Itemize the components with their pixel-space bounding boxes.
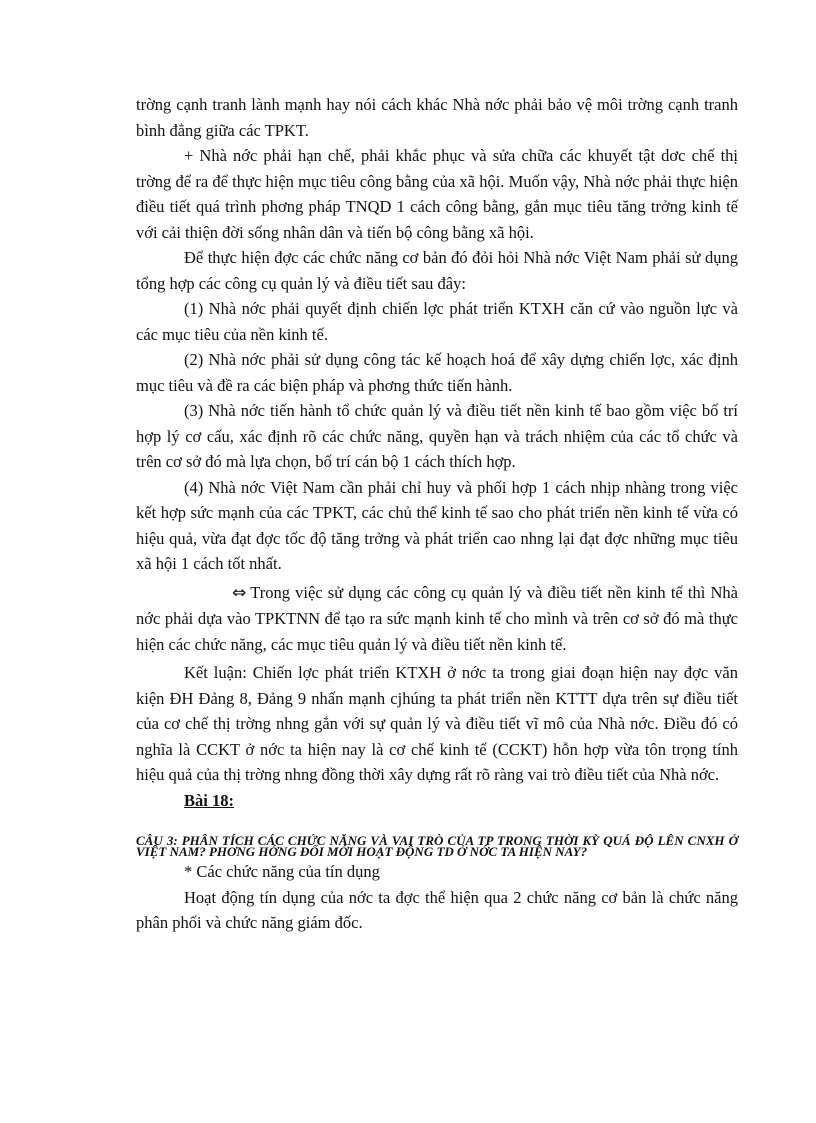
paragraph-credit-activity: Hoạt động tín dụng của nớc ta đợc thể hiện qua 2 chức năng cơ bản là chức năng phân phối và chức năng giám đốc. [136, 887, 738, 932]
paragraph-tools-intro: Để thực hiện đợc các chức năng cơ bản đó đỏi hỏi Nhà nớc Việt Nam phải sử dụng tổng hợp các công cụ quản lý và điều tiết sau đây: [136, 248, 738, 293]
list-item-2: (2) Nhà nớc phải sử dụng công tác kế hoạch hoá để xây dựng chiến lợc, xác định mục tiêu và đề ra các biện pháp và phơng thức tiến hành. [136, 350, 738, 395]
paragraph-state-sector [136, 580, 738, 658]
paragraph-competition: trờng cạnh tranh lành mạnh hay nói cách khác Nhà nớc phải bảo vệ môi trờng cạnh tranh bình đẳng giữa các TPKT. [136, 95, 738, 140]
list-item-1: (1) Nhà nớc phải quyết định chiến lợc phát triển KTXH căn cứ vào nguồn lực và các mục tiêu của nền kinh tế. [136, 299, 738, 344]
document-page [136, 92, 738, 936]
list-item-4: (4) Nhà nớc Việt Nam cần phải chỉ huy và phối hợp 1 cách nhịp nhàng trong việc kết hợp sức mạnh của các TPKT, các chủ thể kinh tế sao cho phát triển nền kinh tế vừa có hiệu quả, vừa đạt đợc tốc độ tăng trởng và phát triển cao nhng lại đạt đợc những mục tiêu xã hội 1 cách tốt nhất. [136, 477, 738, 573]
paragraph-market-defects: + Nhà nớc phải hạn chế, phải khắc phục và sửa chữa các khuyết tật dơc chế thị trờng để ra để thực hiện mục tiêu công bằng của xã hội. Muốn vậy, Nhà nớc phải thực hiện điều tiết quá trình phơng pháp TNQD 1 cách công bằng, gắn mục tiêu tăng trởng kinh tế với cải thiện đời sống nhân dân và tiến bộ công bằng xã hội. [136, 146, 738, 242]
list-item-3: (3) Nhà nớc tiến hành tổ chức quản lý và điều tiết nền kinh tế bao gồm việc bố trí hợp lý cơ cấu, xác định rõ các chức năng, quyền hạn và trách nhiệm của các tổ chức và trên cơ sở đó mà lựa chọn, bố trí cán bộ 1 cách thích hợp. [136, 401, 738, 471]
bullet-credit-functions: * Các chức năng của tín dụng [184, 862, 380, 881]
paragraph-conclusion: Kết luận: Chiến lợc phát triển KTXH ở nớc ta trong giai đoạn hiện nay đợc văn kiện ĐH Đảng 8, Đảng 9 nhấn mạnh cjhúng ta phát triển nền KTTT dựa trên sự điều tiết của cơ chế thị trờng nhng gắn với sự quản lý và điều tiết vĩ mô của Nhà nớc. Điều đó có nghĩa là CCKT ở nớc ta hiện nay là cơ chế kinh tế (CCKT) hỗn hợp vừa tôn trọng tính hiệu quả của thị trờng nhng đồng thời xây dựng rất rõ ràng vai trò điều tiết của Nhà nớc. [136, 663, 738, 784]
section-heading: Bài 18: [184, 790, 234, 810]
double-arrow-icon: ⇔ [232, 582, 247, 603]
paragraph-state-sector-text: Trong việc sử dụng các công cụ quản lý và điều tiết nền kinh tế thì Nhà nớc phải dựa vào TPKTNN để tạo ra sức mạnh kinh tế cho mình và trên cơ sở đó mà thực hiện các chức năng, các mục tiêu quản lý và điều tiết nền kinh tế. [136, 582, 738, 654]
question-heading: CÂU 3: PHÂN TÍCH CÁC CHỨC NĂNG VÀ VAI TRÒ CỦA TP TRONG THỜI KỲ QUÁ ĐỘ LÊN CNXH Ở VIỆT NAM? PHƠNG HỚNG ĐỔI MỚI HOẠT ĐỘNG TD Ở NỚC TA HIỆN NAY? [136, 833, 738, 859]
